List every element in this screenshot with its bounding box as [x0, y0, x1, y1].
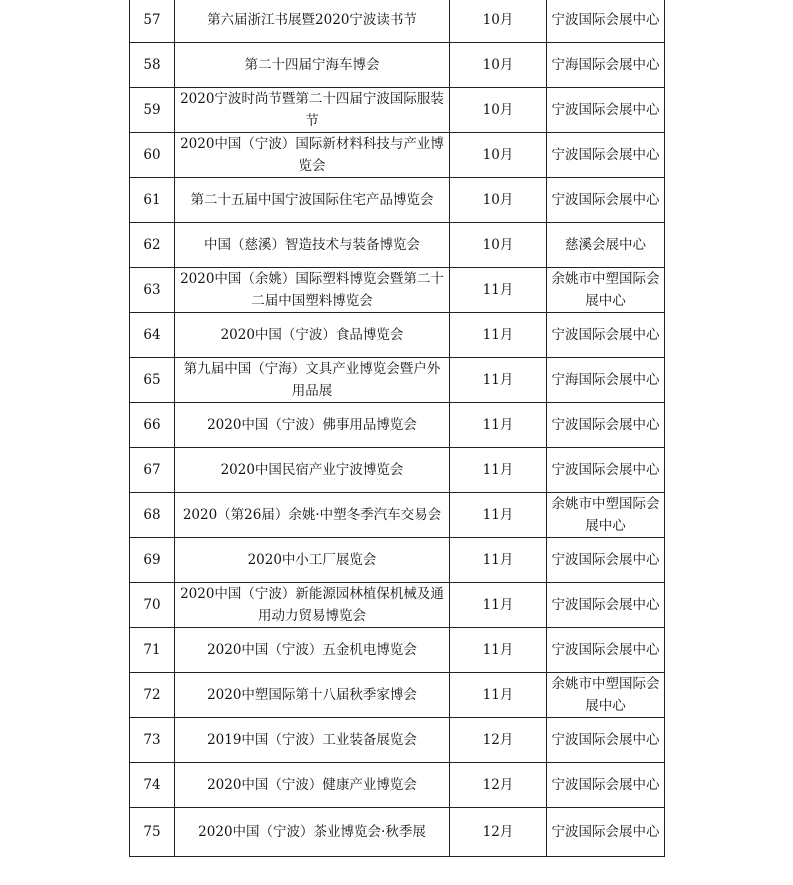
exhibition-month: 11月: [450, 448, 547, 493]
exhibition-name: 2020中小工厂展览会: [175, 538, 450, 583]
exhibition-month: 11月: [450, 313, 547, 358]
exhibition-month: 10月: [450, 43, 547, 88]
table-row: [130, 133, 665, 178]
table-row: [130, 178, 665, 223]
table-row: [130, 43, 665, 88]
exhibition-venue: 宁波国际会展中心: [547, 0, 665, 43]
exhibition-month: 11月: [450, 673, 547, 718]
exhibition-name: 2020中国（宁波）健康产业博览会: [175, 763, 450, 808]
exhibition-month: 10月: [450, 0, 547, 43]
exhibition-venue: 宁波国际会展中心: [547, 403, 665, 448]
exhibition-venue: 宁波国际会展中心: [547, 718, 665, 763]
row-number: 69: [130, 538, 175, 583]
exhibition-month: 12月: [450, 808, 547, 857]
exhibition-name: 2020中国（余姚）国际塑料博览会暨第二十二届中国塑料博览会: [175, 268, 450, 313]
exhibition-month: 10月: [450, 178, 547, 223]
row-number: 73: [130, 718, 175, 763]
exhibition-venue: 宁海国际会展中心: [547, 43, 665, 88]
row-number: 65: [130, 358, 175, 403]
exhibition-month: 10月: [450, 88, 547, 133]
table-row: [130, 808, 665, 857]
exhibition-month: 11月: [450, 403, 547, 448]
table-row: [130, 223, 665, 268]
table-row: [130, 268, 665, 313]
exhibition-venue: 宁波国际会展中心: [547, 628, 665, 673]
exhibition-month: 11月: [450, 583, 547, 628]
exhibition-name: 2020中国（宁波）新能源园林植保机械及通用动力贸易博览会: [175, 583, 450, 628]
table-row: [130, 448, 665, 493]
exhibition-venue: 宁波国际会展中心: [547, 583, 665, 628]
table-row: [130, 538, 665, 583]
exhibition-name: 2020中国（宁波）五金机电博览会: [175, 628, 450, 673]
exhibition-venue: 宁海国际会展中心: [547, 358, 665, 403]
row-number: 68: [130, 493, 175, 538]
exhibition-venue: 宁波国际会展中心: [547, 448, 665, 493]
exhibition-month: 12月: [450, 763, 547, 808]
exhibition-name: 第二十五届中国宁波国际住宅产品博览会: [175, 178, 450, 223]
row-number: 64: [130, 313, 175, 358]
exhibition-month: 12月: [450, 718, 547, 763]
row-number: 75: [130, 808, 175, 857]
row-number: 57: [130, 0, 175, 43]
exhibition-name: 2020中国（宁波）国际新材料科技与产业博览会: [175, 133, 450, 178]
table-row: [130, 763, 665, 808]
exhibition-name: 中国（慈溪）智造技术与装备博览会: [175, 223, 450, 268]
exhibition-name: 2020宁波时尚节暨第二十四届宁波国际服装节: [175, 88, 450, 133]
table-row: [130, 358, 665, 403]
exhibition-month: 11月: [450, 358, 547, 403]
exhibition-name: 第二十四届宁海车博会: [175, 43, 450, 88]
exhibition-name: 2020（第26届）余姚·中塑冬季汽车交易会: [175, 493, 450, 538]
exhibition-venue: 余姚市中塑国际会展中心: [547, 493, 665, 538]
row-number: 72: [130, 673, 175, 718]
exhibition-name: 2020中国（宁波）食品博览会: [175, 313, 450, 358]
row-number: 70: [130, 583, 175, 628]
table-row: [130, 673, 665, 718]
exhibition-name: 第六届浙江书展暨2020宁波读书节: [175, 0, 450, 43]
table-row: [130, 0, 665, 43]
exhibition-name: 2020中国（宁波）茶业博览会·秋季展: [175, 808, 450, 857]
exhibition-name: 2020中塑国际第十八届秋季家博会: [175, 673, 450, 718]
exhibition-name: 第九届中国（宁海）文具产业博览会暨户外用品展: [175, 358, 450, 403]
exhibition-month: 11月: [450, 628, 547, 673]
exhibition-month: 10月: [450, 133, 547, 178]
row-number: 63: [130, 268, 175, 313]
table-row: [130, 493, 665, 538]
exhibition-name: 2020中国民宿产业宁波博览会: [175, 448, 450, 493]
table-row: [130, 88, 665, 133]
row-number: 61: [130, 178, 175, 223]
row-number: 74: [130, 763, 175, 808]
row-number: 67: [130, 448, 175, 493]
exhibition-venue: 余姚市中塑国际会展中心: [547, 268, 665, 313]
exhibition-venue: 宁波国际会展中心: [547, 313, 665, 358]
row-number: 62: [130, 223, 175, 268]
exhibition-venue: 宁波国际会展中心: [547, 178, 665, 223]
row-number: 60: [130, 133, 175, 178]
row-number: 71: [130, 628, 175, 673]
exhibition-month: 11月: [450, 493, 547, 538]
table-row: [130, 403, 665, 448]
exhibition-schedule-table: [129, 0, 665, 857]
row-number: 59: [130, 88, 175, 133]
exhibition-name: 2020中国（宁波）佛事用品博览会: [175, 403, 450, 448]
exhibition-venue: 宁波国际会展中心: [547, 763, 665, 808]
table-row: [130, 718, 665, 763]
exhibition-venue: 宁波国际会展中心: [547, 88, 665, 133]
exhibition-month: 11月: [450, 268, 547, 313]
row-number: 58: [130, 43, 175, 88]
exhibition-venue: 宁波国际会展中心: [547, 133, 665, 178]
exhibition-venue: 宁波国际会展中心: [547, 538, 665, 583]
exhibition-venue: 余姚市中塑国际会展中心: [547, 673, 665, 718]
table-row: [130, 628, 665, 673]
exhibition-venue: 宁波国际会展中心: [547, 808, 665, 857]
row-number: 66: [130, 403, 175, 448]
table-row: [130, 583, 665, 628]
table-row: [130, 313, 665, 358]
exhibition-venue: 慈溪会展中心: [547, 223, 665, 268]
exhibition-month: 10月: [450, 223, 547, 268]
exhibition-name: 2019中国（宁波）工业装备展览会: [175, 718, 450, 763]
exhibition-month: 11月: [450, 538, 547, 583]
